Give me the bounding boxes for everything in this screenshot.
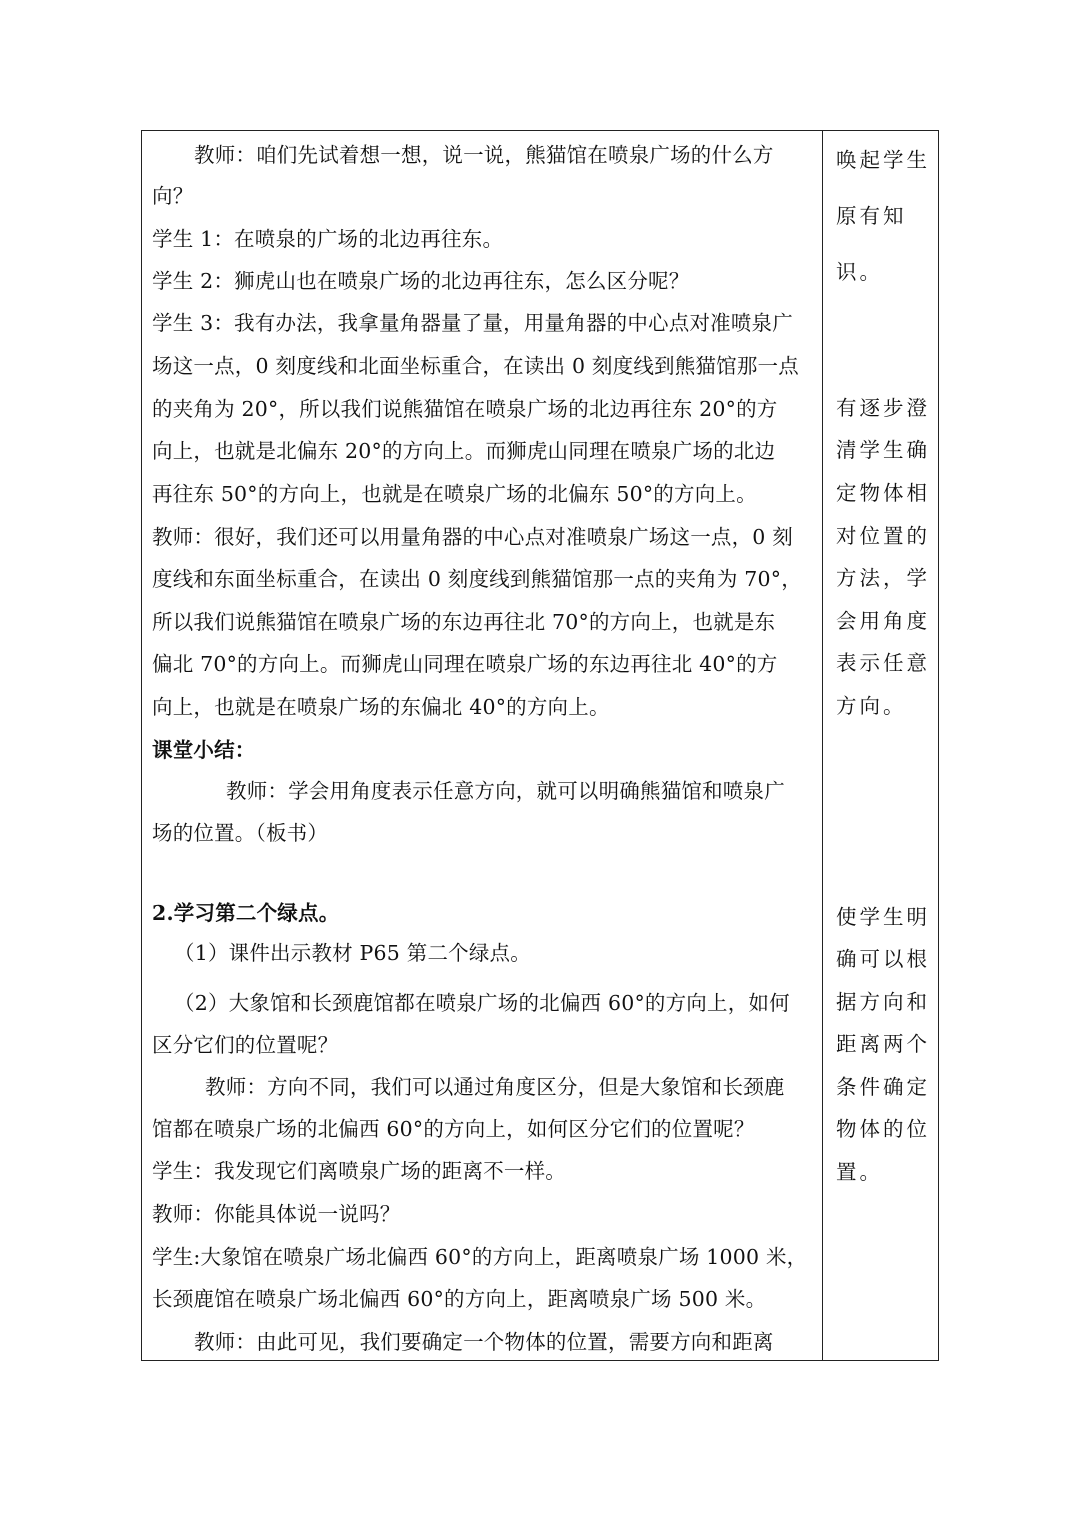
notes-column <box>824 131 938 1360</box>
note-line: 物体的位 <box>836 1117 930 1141</box>
text-line: 场的位置。（板书） <box>152 821 329 845</box>
note-line: 确可以根 <box>836 947 930 971</box>
note-line: 使学生明 <box>836 905 930 929</box>
text-line: （2）大象馆和长颈鹿馆都在喷泉广场的北偏西 60°的方向上，如何 <box>174 991 790 1015</box>
note-line: 原有知 <box>836 204 907 228</box>
text-line: 向？ <box>152 184 194 208</box>
text-line: 教师：很好，我们还可以用量角器的中心点对准喷泉广场这一点，0 刻 <box>152 525 793 549</box>
text-line: 长颈鹿馆在喷泉广场北偏西 60°的方向上，距离喷泉广场 500 米。 <box>152 1287 767 1311</box>
text-line: 学生 2：狮虎山也在喷泉广场的北边再往东，怎么区分呢？ <box>152 269 690 293</box>
text-line: （1）课件出示教材 P65 第二个绿点。 <box>174 941 531 965</box>
text-line: 场这一点，0 刻度线和北面坐标重合，在读出 0 刻度线到熊猫馆那一点 <box>152 354 799 378</box>
text-line: 的夹角为 20°，所以我们说熊猫馆在喷泉广场的北边再往东 20°的方 <box>152 397 778 421</box>
text-line: 向上，也就是北偏东 20°的方向上。而狮虎山同理在喷泉广场的北边 <box>152 439 776 463</box>
lesson-table <box>141 130 939 1361</box>
note-line: 条件确定 <box>836 1075 930 1099</box>
text-line: 学生 1：在喷泉的广场的北边再往东。 <box>152 227 504 251</box>
section-heading: 课堂小结： <box>152 738 256 762</box>
text-line: 教师：由此可见，我们要确定一个物体的位置，需要方向和距离 <box>194 1330 774 1354</box>
text-line: 馆都在喷泉广场的北偏西 60°的方向上，如何区分它们的位置呢？ <box>152 1117 755 1141</box>
text-line: 区分它们的位置呢？ <box>152 1033 339 1057</box>
note-line: 定物体相 <box>836 481 930 505</box>
text-line: 学生 3：我有办法，我拿量角器量了量，用量角器的中心点对准喷泉广 <box>152 311 793 335</box>
text-line: 教师：咱们先试着想一想，说一说，熊猫馆在喷泉广场的什么方 <box>194 143 774 167</box>
note-line: 据方向和 <box>836 990 930 1014</box>
lesson-content-column <box>142 131 822 1360</box>
note-line: 表示任意 <box>836 651 930 675</box>
text-line: 偏北 70°的方向上。而狮虎山同理在喷泉广场的东边再往北 40°的方 <box>152 652 778 676</box>
text-line: 向上，也就是在喷泉广场的东偏北 40°的方向上。 <box>152 695 610 719</box>
note-line: 识。 <box>836 260 883 284</box>
column-divider <box>822 131 823 1360</box>
note-line: 方向。 <box>836 694 907 718</box>
note-line: 距离两个 <box>836 1032 930 1056</box>
text-line: 所以我们说熊猫馆在喷泉广场的东边再往北 70°的方向上，也就是东 <box>152 610 776 634</box>
note-line: 置。 <box>836 1160 883 1184</box>
text-line: 再往东 50°的方向上，也就是在喷泉广场的北偏东 50°的方向上。 <box>152 482 757 506</box>
note-line: 唤起学生 <box>836 148 930 172</box>
note-line: 会用角度 <box>836 609 930 633</box>
text-line: 学生:大象馆在喷泉广场北偏西 60°的方向上，距离喷泉广场 1000 米， <box>152 1245 808 1269</box>
text-line: 教师：你能具体说一说吗？ <box>152 1202 401 1226</box>
note-line: 有逐步澄 <box>836 396 930 420</box>
text-line: 教师：学会用角度表示任意方向，就可以明确熊猫馆和喷泉广 <box>226 779 785 803</box>
note-line: 对位置的 <box>836 524 930 548</box>
section-heading: 2.学习第二个绿点。 <box>152 901 340 925</box>
text-line: 学生：我发现它们离喷泉广场的距离不一样。 <box>152 1159 566 1183</box>
text-line: 教师：方向不同，我们可以通过角度区分，但是大象馆和长颈鹿 <box>205 1075 785 1099</box>
text-line: 度线和东面坐标重合，在读出 0 刻度线到熊猫馆那一点的夹角为 70°， <box>152 567 802 591</box>
note-line: 清学生确 <box>836 438 930 462</box>
note-line: 方法，学 <box>836 566 930 590</box>
